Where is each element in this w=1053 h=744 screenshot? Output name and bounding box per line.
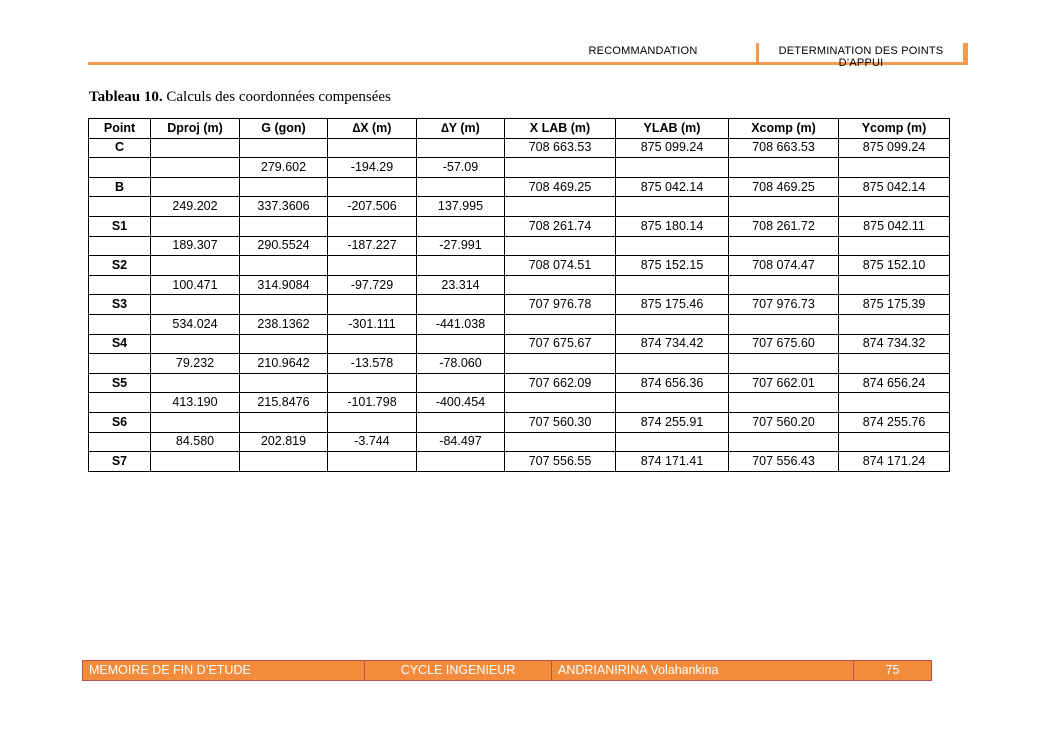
table-cell: 874 656.36 <box>616 373 729 393</box>
table-cell: 210.9642 <box>240 354 328 374</box>
point-cell <box>89 393 151 413</box>
table-cell: -400.454 <box>417 393 505 413</box>
table-row <box>89 393 950 413</box>
header-section-label: RECOMMANDATION <box>588 45 698 57</box>
table-cell <box>151 295 240 315</box>
table-row <box>89 452 950 472</box>
table-cell <box>505 158 616 178</box>
header-separator <box>756 43 759 62</box>
table-cell: 875 152.10 <box>839 256 950 276</box>
table-cell <box>729 432 839 452</box>
table-cell <box>328 412 417 432</box>
table-cell <box>505 275 616 295</box>
point-cell: S4 <box>89 334 151 354</box>
table-cell <box>505 354 616 374</box>
table-cell: 874 734.42 <box>616 334 729 354</box>
table-cell <box>729 393 839 413</box>
table-cell <box>151 216 240 236</box>
point-cell: S7 <box>89 452 151 472</box>
table-cell <box>328 256 417 276</box>
table-cell: 79.232 <box>151 354 240 374</box>
header-edge-bar <box>963 43 968 62</box>
table-cell: 279.602 <box>240 158 328 178</box>
header-chapter-label: DETERMINATION DES POINTS D’APPUI <box>778 45 944 69</box>
point-cell: S2 <box>89 256 151 276</box>
table-cell <box>151 256 240 276</box>
point-cell: S6 <box>89 412 151 432</box>
point-cell <box>89 158 151 178</box>
column-header: X LAB (m) <box>505 119 616 139</box>
table-cell: 337.3606 <box>240 197 328 217</box>
table-cell <box>505 432 616 452</box>
coordinates-table <box>88 118 950 472</box>
table-cell <box>417 334 505 354</box>
table-cell: 874 734.32 <box>839 334 950 354</box>
table-cell: 875 042.11 <box>839 216 950 236</box>
table-cell <box>616 158 729 178</box>
table-cell <box>616 275 729 295</box>
table-cell <box>729 314 839 334</box>
table-cell: 249.202 <box>151 197 240 217</box>
table-cell <box>240 138 328 158</box>
table-caption <box>89 89 391 106</box>
table-cell <box>839 354 950 374</box>
table-cell: 874 255.76 <box>839 412 950 432</box>
table-cell <box>328 334 417 354</box>
table-cell: 137.995 <box>417 197 505 217</box>
table-cell: 875 152.15 <box>616 256 729 276</box>
column-header: Ycomp (m) <box>839 119 950 139</box>
table-cell <box>328 177 417 197</box>
table-cell: -3.744 <box>328 432 417 452</box>
table-row <box>89 412 950 432</box>
footer-memoire: MEMOIRE DE FIN D’ETUDE <box>83 661 365 680</box>
column-header: G (gon) <box>240 119 328 139</box>
table-cell: 708 261.74 <box>505 216 616 236</box>
column-header: Dproj (m) <box>151 119 240 139</box>
table-row <box>89 354 950 374</box>
table-row <box>89 432 950 452</box>
table-cell <box>328 295 417 315</box>
table-cell: 874 171.41 <box>616 452 729 472</box>
table-cell: 707 976.78 <box>505 295 616 315</box>
point-cell: C <box>89 138 151 158</box>
table-cell <box>151 412 240 432</box>
point-cell: S1 <box>89 216 151 236</box>
table-cell <box>240 256 328 276</box>
table-cell: 314.9084 <box>240 275 328 295</box>
table-cell: 708 663.53 <box>729 138 839 158</box>
table-cell <box>505 197 616 217</box>
table-cell <box>417 373 505 393</box>
table-cell <box>729 354 839 374</box>
table-caption-number: Tableau 10. <box>89 89 163 105</box>
table-cell <box>151 452 240 472</box>
table-cell <box>839 275 950 295</box>
table-cell: 875 099.24 <box>839 138 950 158</box>
point-cell: B <box>89 177 151 197</box>
table-cell: 413.190 <box>151 393 240 413</box>
table-cell <box>328 452 417 472</box>
table-cell: 708 261.72 <box>729 216 839 236</box>
table-cell <box>240 295 328 315</box>
table-cell: 874 656.24 <box>839 373 950 393</box>
table-cell: 874 171.24 <box>839 452 950 472</box>
point-cell <box>89 432 151 452</box>
table-cell <box>417 216 505 236</box>
table-cell <box>417 177 505 197</box>
table-cell <box>729 197 839 217</box>
table-cell <box>839 432 950 452</box>
point-cell <box>89 314 151 334</box>
table-cell <box>151 138 240 158</box>
table-cell <box>505 236 616 256</box>
table-cell <box>839 393 950 413</box>
table-cell: -84.497 <box>417 432 505 452</box>
table-cell: -78.060 <box>417 354 505 374</box>
table-cell: 84.580 <box>151 432 240 452</box>
table-cell: 875 175.39 <box>839 295 950 315</box>
footer-page-number: 75 <box>885 663 900 677</box>
table-cell: 202.819 <box>240 432 328 452</box>
table-row <box>89 177 950 197</box>
table-cell: 100.471 <box>151 275 240 295</box>
table-row <box>89 295 950 315</box>
table-cell <box>417 412 505 432</box>
column-header: Xcomp (m) <box>729 119 839 139</box>
table-cell: 708 469.25 <box>729 177 839 197</box>
column-header: ∆Y (m) <box>417 119 505 139</box>
table-cell <box>240 177 328 197</box>
table-cell <box>616 432 729 452</box>
table-caption-text: Calculs des coordonnées compensées <box>162 89 391 105</box>
table-cell <box>616 236 729 256</box>
table-cell <box>729 275 839 295</box>
table-cell <box>616 393 729 413</box>
table-cell: 534.024 <box>151 314 240 334</box>
table-cell <box>839 314 950 334</box>
table-cell: 189.307 <box>151 236 240 256</box>
table-cell: -301.111 <box>328 314 417 334</box>
table-cell: -57.09 <box>417 158 505 178</box>
table-row <box>89 314 950 334</box>
table-cell <box>240 412 328 432</box>
table-cell: -27.991 <box>417 236 505 256</box>
footer-cycle: CYCLE INGENIEUR <box>365 661 552 680</box>
point-cell <box>89 354 151 374</box>
table-cell: 707 976.73 <box>729 295 839 315</box>
table-cell <box>616 197 729 217</box>
page-header <box>88 43 968 69</box>
table-cell: -187.227 <box>328 236 417 256</box>
table-cell <box>616 354 729 374</box>
point-cell <box>89 275 151 295</box>
table-cell <box>240 334 328 354</box>
table-cell <box>839 197 950 217</box>
table-cell: 707 662.09 <box>505 373 616 393</box>
point-cell <box>89 197 151 217</box>
table-cell <box>328 138 417 158</box>
table-cell: 875 099.24 <box>616 138 729 158</box>
table-cell <box>151 158 240 178</box>
table-row <box>89 158 950 178</box>
table-cell <box>417 295 505 315</box>
table-cell <box>151 334 240 354</box>
table-cell: -13.578 <box>328 354 417 374</box>
page-footer <box>82 660 932 681</box>
table-cell: 238.1362 <box>240 314 328 334</box>
table-cell <box>151 373 240 393</box>
table-cell: 708 074.47 <box>729 256 839 276</box>
table-cell: -207.506 <box>328 197 417 217</box>
column-header: ∆X (m) <box>328 119 417 139</box>
column-header: Point <box>89 119 151 139</box>
table-cell <box>505 314 616 334</box>
table-row <box>89 138 950 158</box>
table-cell <box>240 452 328 472</box>
table-cell: 215.8476 <box>240 393 328 413</box>
table-cell: 875 042.14 <box>839 177 950 197</box>
table-cell <box>616 314 729 334</box>
table-row <box>89 256 950 276</box>
table-cell <box>729 158 839 178</box>
table-cell: -441.038 <box>417 314 505 334</box>
table-cell: 707 675.60 <box>729 334 839 354</box>
table-row <box>89 197 950 217</box>
table-cell <box>328 373 417 393</box>
table-cell: 708 663.53 <box>505 138 616 158</box>
table-row <box>89 236 950 256</box>
table-cell: 874 255.91 <box>616 412 729 432</box>
table-cell: -101.798 <box>328 393 417 413</box>
table-cell: 708 469.25 <box>505 177 616 197</box>
table-cell <box>328 216 417 236</box>
table-cell <box>505 393 616 413</box>
table-cell: 875 175.46 <box>616 295 729 315</box>
table-body <box>89 138 950 471</box>
table-cell <box>729 236 839 256</box>
table-cell: 707 560.20 <box>729 412 839 432</box>
table-cell <box>417 256 505 276</box>
column-header: YLAB (m) <box>616 119 729 139</box>
table-cell: 23.314 <box>417 275 505 295</box>
point-cell: S5 <box>89 373 151 393</box>
table-cell: 290.5524 <box>240 236 328 256</box>
table-cell: 875 042.14 <box>616 177 729 197</box>
table-cell: 875 180.14 <box>616 216 729 236</box>
table-cell <box>240 216 328 236</box>
table-row <box>89 373 950 393</box>
table-row <box>89 275 950 295</box>
table-cell <box>417 452 505 472</box>
table-cell: -194.29 <box>328 158 417 178</box>
table-cell: 707 556.55 <box>505 452 616 472</box>
table-cell <box>151 177 240 197</box>
point-cell <box>89 236 151 256</box>
table-cell: 707 556.43 <box>729 452 839 472</box>
table-cell <box>417 138 505 158</box>
footer-author: ANDRIANIRINA Volahankina <box>552 661 854 680</box>
table-row <box>89 216 950 236</box>
table-cell <box>839 158 950 178</box>
table-cell: 707 662.01 <box>729 373 839 393</box>
table-cell <box>839 236 950 256</box>
table-cell: 708 074.51 <box>505 256 616 276</box>
table-header-row <box>89 119 950 139</box>
table-cell: 707 560.30 <box>505 412 616 432</box>
table-cell: -97.729 <box>328 275 417 295</box>
table-row <box>89 334 950 354</box>
table-cell <box>240 373 328 393</box>
table-cell: 707 675.67 <box>505 334 616 354</box>
point-cell: S3 <box>89 295 151 315</box>
